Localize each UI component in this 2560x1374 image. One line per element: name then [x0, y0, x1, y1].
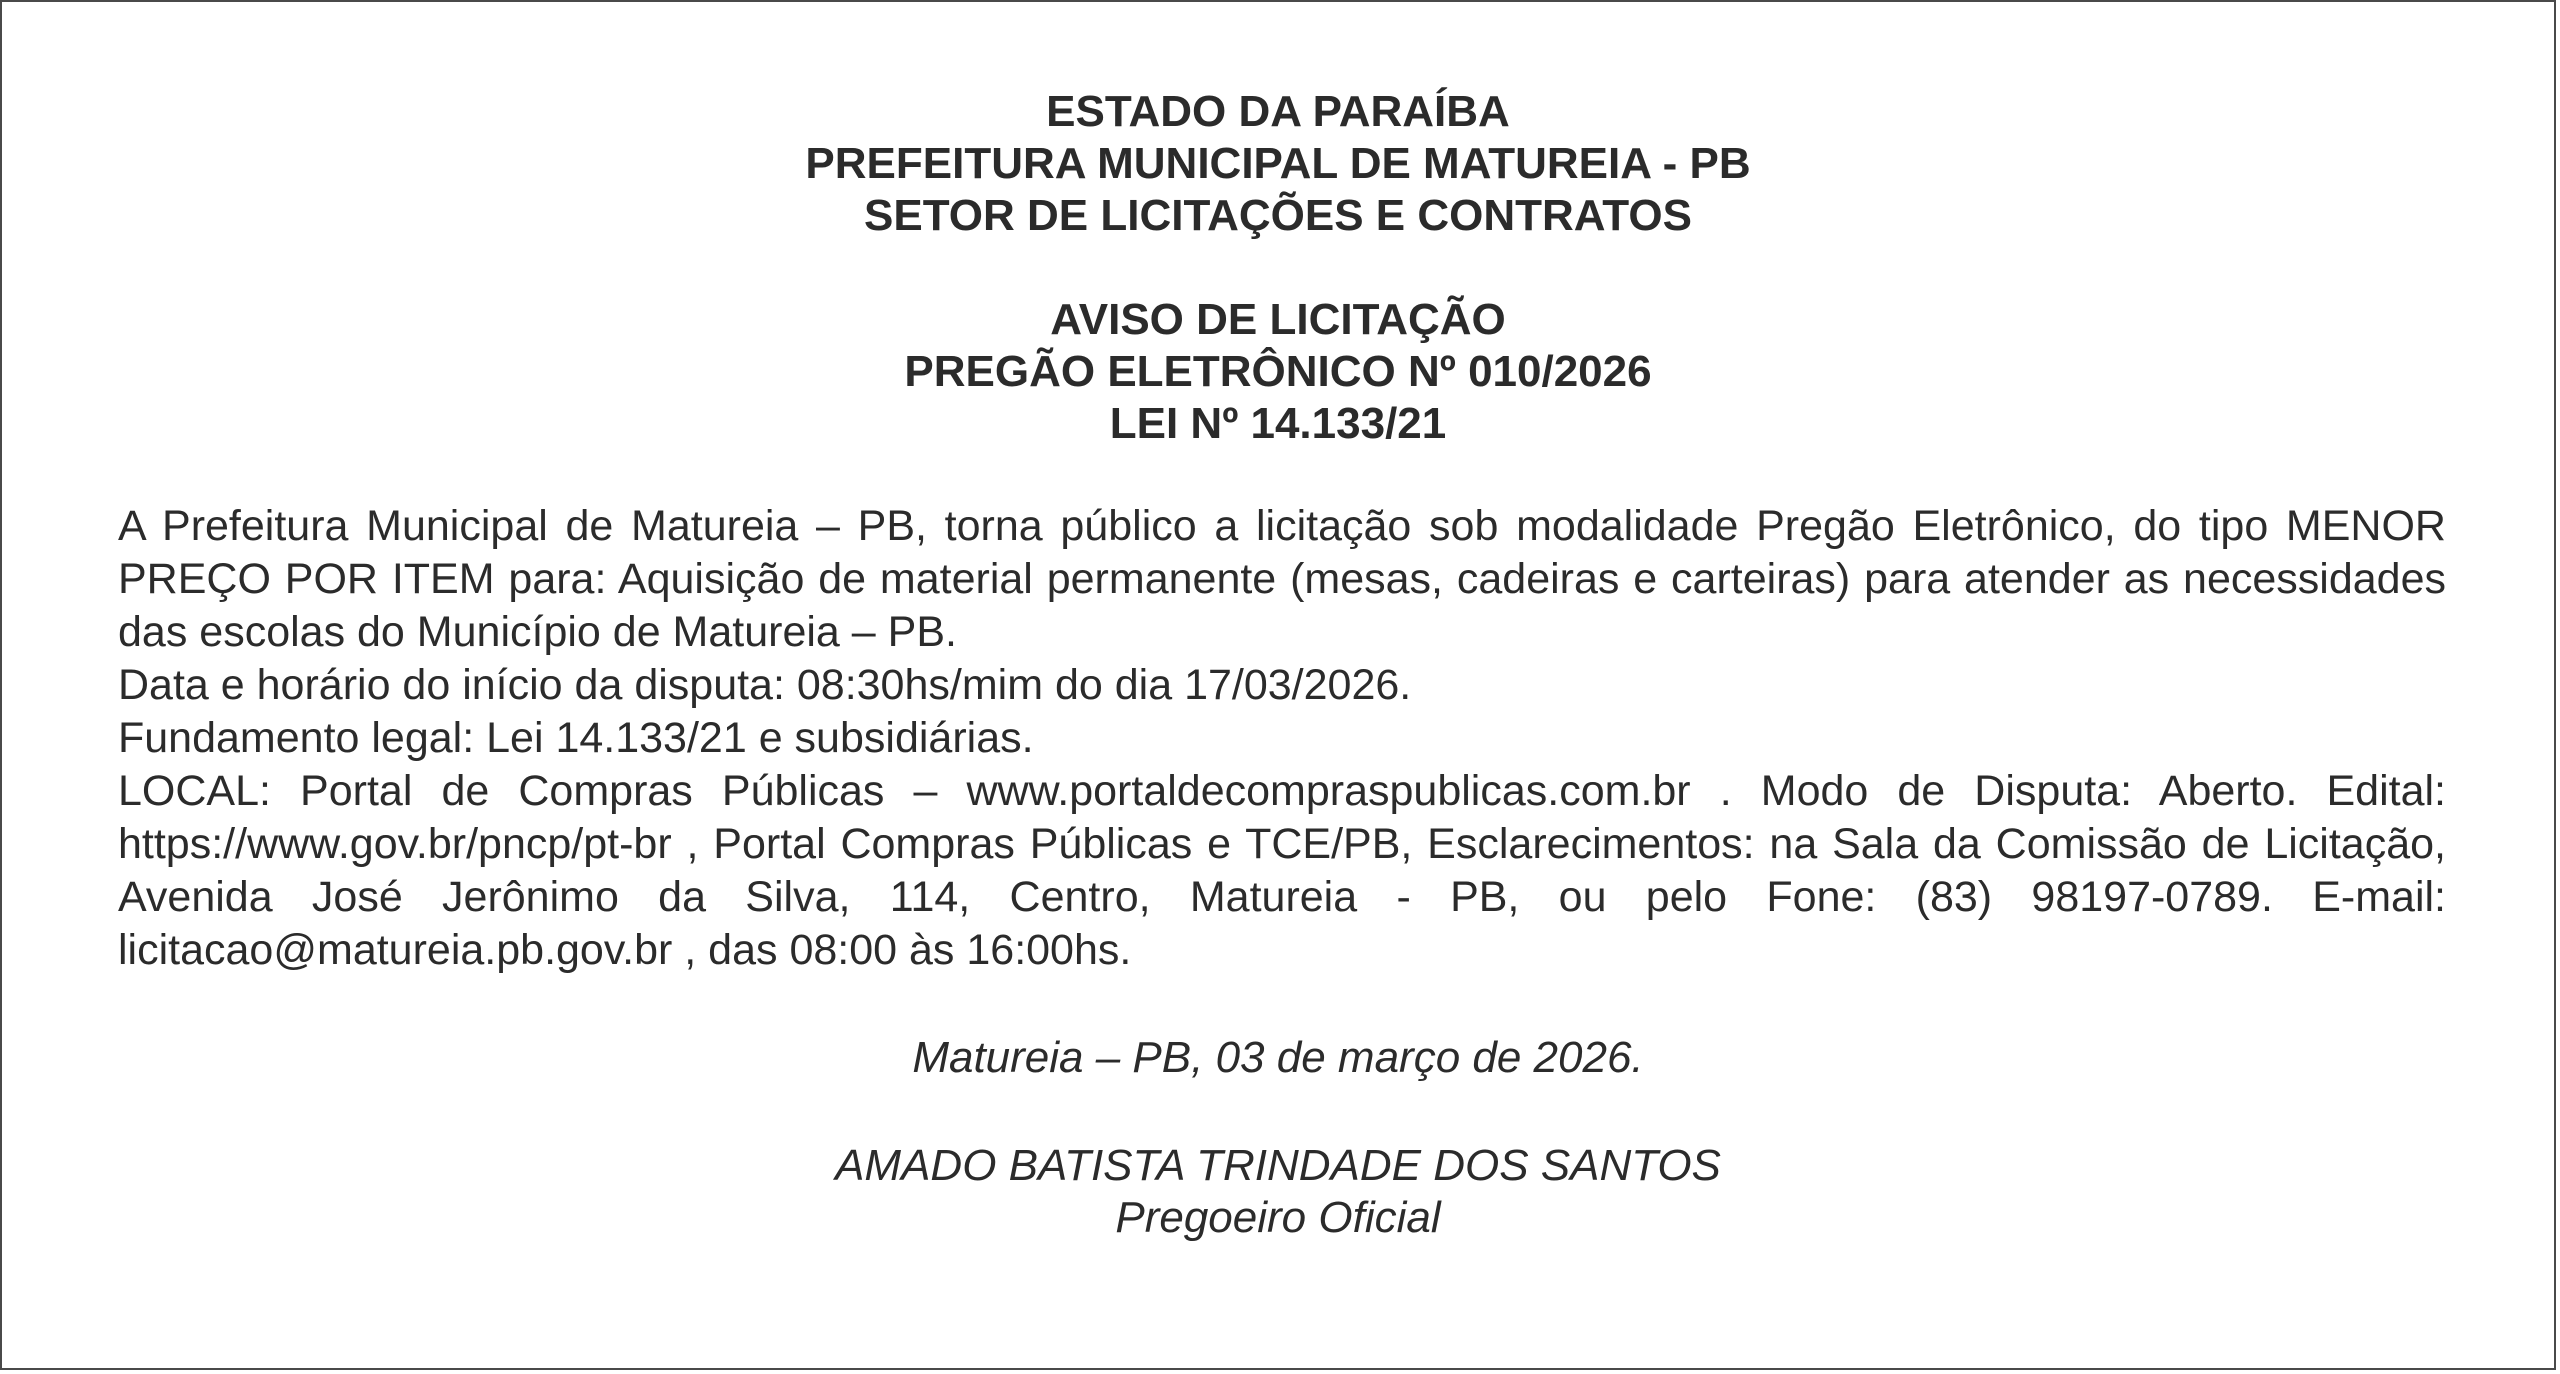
notice-paragraph: A Prefeitura Municipal de Matureia – PB, torna público a licitação sob modalidade Pregão Eletrônico, do tipo MENOR PREÇO POR ITEM para: Aquisição de material permanente (mesas, cadeiras e carteiras) para atender as necessidades das escolas do Município de Matureia – PB.: [118, 502, 2446, 656]
dispute-start-line: Data e horário do início da disputa: 08:30hs/mim do dia 17/03/2026.: [118, 661, 1412, 709]
signature-block: [2, 1140, 2554, 1244]
notice-number: PREGÃO ELETRÔNICO Nº 010/2026: [904, 347, 1652, 396]
signer-name: AMADO BATISTA TRINDADE DOS SANTOS: [835, 1141, 1721, 1190]
state-name: ESTADO DA PARAÍBA: [1046, 87, 1510, 136]
legal-basis-line: Fundamento legal: Lei 14.133/21 e subsidiárias.: [118, 714, 1034, 762]
notice-law: LEI Nº 14.133/21: [1109, 399, 1447, 448]
notice-title: AVISO DE LICITAÇÃO: [1050, 295, 1506, 344]
place-date: Matureia – PB, 03 de março de 2026.: [912, 1033, 1644, 1082]
municipality-name: PREFEITURA MUNICIPAL DE MATUREIA - PB: [805, 139, 1751, 188]
signer-role: Pregoeiro Oficial: [1115, 1193, 1441, 1242]
notice-heading: [2, 294, 2554, 450]
notice-body: [118, 500, 2446, 977]
sector-name: SETOR DE LICITAÇÕES E CONTRATOS: [864, 191, 1692, 240]
local-info-paragraph: LOCAL: Portal de Compras Públicas – www.portaldecompraspublicas.com.br . Modo de Disputa: Aberto. Edital: https://www.gov.br/pncp/pt-br , Portal Compras Públicas e TCE/PB, Esclarecimentos: na Sala da Comissão de Licitação, Avenida José Jerônimo da Silva, 114, Centro, Matureia - PB, ou pelo Fone: (83) 98197-0789. E-mail: licitacao@matureia.pb.gov.br , das 08:00 às 16:00hs.: [118, 767, 2446, 974]
issuer-header: [2, 86, 2554, 242]
